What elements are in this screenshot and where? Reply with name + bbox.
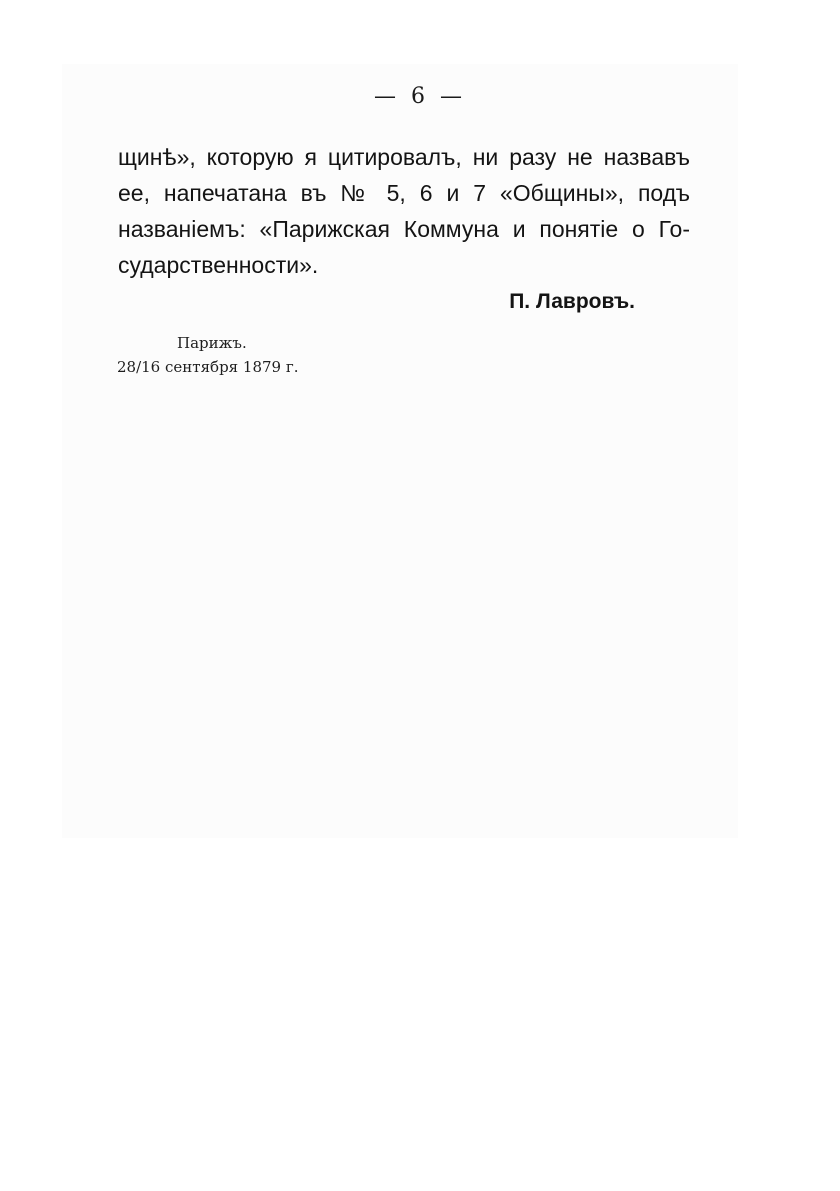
body-line-2: ее, напечатана въ № 5, 6 и 7 «Общины», подъ — [118, 180, 690, 206]
body-paragraph — [118, 139, 690, 283]
author-signature: П. Лавровъ. — [509, 290, 635, 313]
dateline-date: 28/16 сентября 1879 г. — [117, 358, 299, 376]
body-line-3: названіемъ: «Парижская Коммуна и понятіе о Го- — [118, 216, 690, 242]
body-line-4: сударственности». — [118, 252, 319, 278]
dateline-place: Парижъ. — [177, 334, 247, 352]
page-number: — 6 — — [374, 84, 466, 109]
body-line-1: щинѣ», которую я цитировалъ, ни разу не назвавъ — [118, 144, 690, 170]
